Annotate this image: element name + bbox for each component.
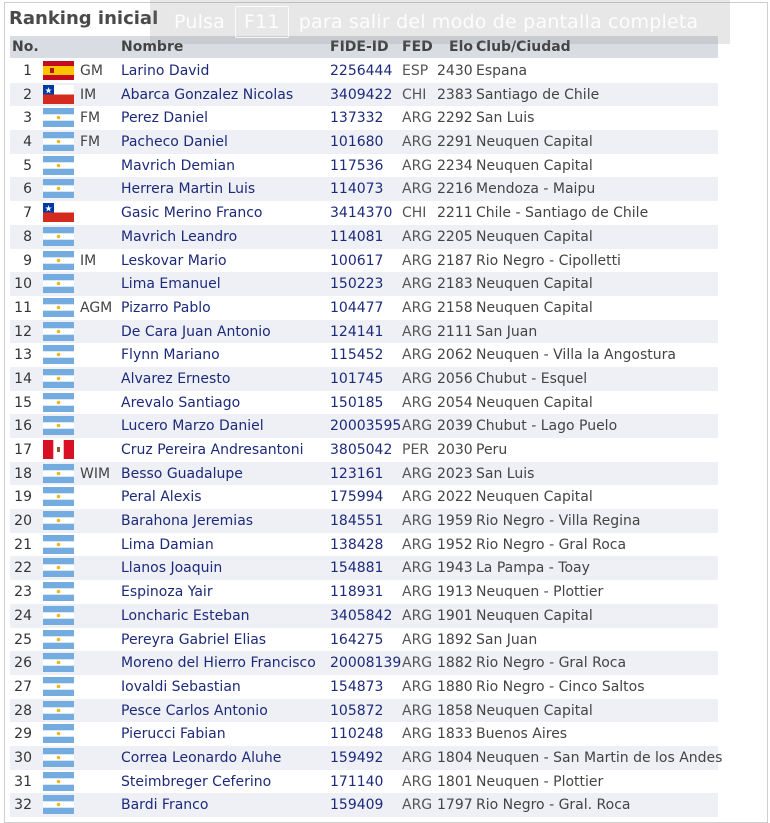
federation-code: CHI [402,205,427,222]
fide-id-link[interactable]: 20003595 [330,418,402,435]
club-city: Santiago de Chile [476,86,600,103]
federation-code: PER [402,442,430,458]
elo-rating: 2187 [437,252,473,269]
elo-rating: 1801 [437,773,473,790]
player-name-link[interactable]: Perez Daniel [121,110,209,127]
club-city: Neuquen Capital [476,276,593,293]
table-row[interactable] [10,556,718,580]
title-badge: GM [80,63,103,79]
elo-rating: 2158 [437,299,473,316]
player-name-link[interactable]: Loncharic Esteban [121,607,250,624]
federation-code: ARG [402,370,433,387]
argentina-flag-icon [43,464,74,483]
rank-number: 25 [14,631,32,648]
table-row[interactable] [10,770,718,794]
argentina-flag-icon [43,748,74,767]
argentina-flag-icon [43,724,74,743]
fide-id-link[interactable]: 114081 [330,228,384,245]
argentina-flag-icon [43,108,74,127]
federation-code: ARG [402,749,433,766]
federation-code: ARG [402,773,433,790]
federation-code: ARG [402,560,433,577]
elo-rating: 2216 [437,181,473,198]
table-row[interactable] [10,722,718,746]
club-city: Neuquen - Villa la Angostura [476,347,676,364]
spain-flag-icon [43,61,74,80]
federation-code: ARG [402,299,433,316]
club-city: Neuquen Capital [476,702,593,719]
player-name-link[interactable]: Pereyra Gabriel Elias [121,631,267,648]
rank-number: 30 [14,749,32,766]
table-row[interactable] [10,201,718,225]
club-city: Neuquen - Plottier [476,773,604,790]
club-city: Neuquen Capital [476,134,593,151]
rank-number: 11 [14,299,32,316]
elo-rating: 1913 [437,584,473,601]
elo-rating: 2183 [437,276,473,293]
rank-number: 32 [14,797,32,814]
fide-id-link[interactable]: 154873 [330,678,384,695]
rank-number: 6 [23,181,32,198]
fide-id-link[interactable]: 123161 [330,465,384,482]
argentina-flag-icon [43,274,74,293]
argentina-flag-icon [43,251,74,270]
fide-id-link[interactable]: 3414370 [330,205,393,222]
elo-rating: 1858 [437,702,473,719]
player-name-link[interactable]: Flynn Mariano [121,347,220,364]
header-elo[interactable]: Elo [449,39,473,55]
table-row[interactable] [10,651,718,675]
fide-id-link[interactable]: 114073 [330,181,384,198]
rank-number: 15 [14,394,32,411]
title-badge: IM [80,86,97,103]
elo-rating: 2030 [437,442,473,458]
club-city: Neuquen - Plottier [476,584,604,601]
argentina-flag-icon [43,701,74,720]
federation-code: ARG [402,394,433,411]
federation-code: ARG [402,536,433,553]
federation-code: ARG [402,323,433,340]
argentina-flag-icon [43,298,74,317]
fullscreen-banner [150,0,730,44]
federation-code: ARG [402,134,433,151]
elo-rating: 1880 [437,678,473,695]
table-row[interactable] [10,59,718,83]
title-badge: FM [80,110,101,127]
table-row[interactable] [10,343,718,367]
federation-code: ARG [402,465,433,482]
rank-number: 18 [14,465,32,482]
rank-number: 1 [23,63,32,79]
argentina-flag-icon [43,630,74,649]
player-name-link[interactable]: Gasic Merino Franco [121,205,263,222]
table-row[interactable] [10,367,718,391]
elo-rating: 1952 [437,536,473,553]
rank-number: 4 [23,134,32,151]
table-row[interactable] [10,462,718,486]
federation-code: ARG [402,655,433,672]
federation-code: ARG [402,631,433,648]
rank-number: 31 [14,773,32,790]
argentina-flag-icon [43,558,74,577]
title-badge: IM [80,252,97,269]
club-city: Chubut - Lago Puelo [476,418,618,435]
argentina-flag-icon [43,227,74,246]
club-city: Espana [476,63,528,79]
player-name-link[interactable]: Herrera Martin Luis [121,181,256,198]
rank-number: 26 [14,655,32,672]
header-no[interactable]: No. [12,39,39,55]
argentina-flag-icon [43,772,74,791]
player-name-link[interactable]: Steimbreger Ceferino [121,773,272,790]
club-city: Rio Negro - Cinco Saltos [476,678,645,695]
table-row[interactable] [10,225,718,249]
fide-id-link[interactable]: 3405842 [330,607,393,624]
rank-number: 13 [14,347,32,364]
table-row[interactable] [10,604,718,628]
rank-number: 8 [23,228,32,245]
federation-code: ARG [402,607,433,624]
elo-rating: 1892 [437,631,473,648]
club-city: San Juan [476,631,538,648]
header-nombre[interactable]: Nombre [121,39,184,55]
player-name-link[interactable]: Alvarez Ernesto [121,370,231,387]
argentina-flag-icon [43,322,74,341]
fide-id-link[interactable]: 100617 [330,252,384,269]
player-name-link[interactable]: Iovaldi Sebastian [121,678,241,695]
player-name-link[interactable]: Pesce Carlos Antonio [121,702,268,719]
fide-id-link[interactable]: 20008139 [330,655,402,672]
elo-rating: 2023 [437,465,473,482]
club-city: Neuquen Capital [476,299,593,316]
elo-rating: 1901 [437,607,473,624]
rank-number: 24 [14,607,32,624]
club-city: Chile - Santiago de Chile [476,205,649,222]
fide-id-link[interactable]: 150185 [330,394,384,411]
player-name-link[interactable]: Correa Leonardo Aluhe [121,749,282,766]
fide-id-link[interactable]: 159492 [330,749,384,766]
fide-id-link[interactable]: 115452 [330,347,384,364]
club-city: Neuquen Capital [476,607,593,624]
table-row[interactable] [10,249,718,273]
rank-number: 22 [14,560,32,577]
table-row[interactable] [10,746,723,770]
rank-number: 9 [23,252,32,269]
table-row[interactable] [10,320,718,344]
fide-id-link[interactable]: 110248 [330,726,384,743]
elo-rating: 2205 [437,228,473,245]
rank-number: 7 [23,205,32,222]
fide-id-link[interactable]: 3409422 [330,86,393,103]
rank-number: 5 [23,157,32,174]
table-row[interactable] [10,485,718,509]
elo-rating: 2062 [437,347,473,364]
table-row[interactable] [10,438,718,462]
club-city: Peru [476,442,508,458]
elo-rating: 2291 [437,134,473,151]
club-city: Rio Negro - Cipolletti [476,252,621,269]
club-city: Chubut - Esquel [476,370,588,387]
rank-number: 12 [14,323,32,340]
federation-code: ARG [402,702,433,719]
fide-id-link[interactable]: 171140 [330,773,384,790]
club-city: Rio Negro - Villa Regina [476,513,641,530]
fide-id-link[interactable]: 184551 [330,513,384,530]
argentina-flag-icon [43,416,74,435]
table-row[interactable] [10,130,718,154]
club-city: Neuquen Capital [476,489,593,506]
elo-rating: 2211 [437,205,473,222]
player-name-link[interactable]: Mavrich Demian [121,157,235,174]
table-row[interactable] [10,533,718,557]
title-badge: FM [80,134,101,151]
club-city: San Luis [476,465,535,482]
elo-rating: 1882 [437,655,473,672]
rank-number: 27 [14,678,32,695]
player-name-link[interactable]: De Cara Juan Antonio [121,323,271,340]
table-row[interactable] [10,793,718,817]
federation-code: ARG [402,513,433,530]
fide-id-link[interactable]: 175994 [330,489,384,506]
table-row[interactable] [10,580,718,604]
club-city: Rio Negro - Gral Roca [476,536,627,553]
argentina-flag-icon [43,156,74,175]
rank-number: 16 [14,418,32,435]
player-name-link[interactable]: Pacheco Daniel [121,134,228,151]
argentina-flag-icon [43,132,74,151]
player-name-link[interactable]: Lima Damian [121,536,214,553]
club-city: San Juan [476,323,538,340]
federation-code: ARG [402,157,433,174]
f11-key-badge: F11 [235,6,289,38]
fide-id-link[interactable]: 105872 [330,702,384,719]
page-title: Ranking inicial [9,8,159,29]
fide-id-link[interactable]: 117536 [330,157,384,174]
elo-rating: 1943 [437,560,473,577]
argentina-flag-icon [43,535,74,554]
player-name-link[interactable]: Llanos Joaquin [121,560,223,577]
argentina-flag-icon [43,677,74,696]
club-city: La Pampa - Toay [476,560,590,577]
elo-rating: 2383 [437,86,473,103]
rank-number: 28 [14,702,32,719]
argentina-flag-icon [43,511,74,530]
fide-id-link[interactable]: 150223 [330,276,384,293]
federation-code: ARG [402,678,433,695]
federation-code: ARG [402,584,433,601]
elo-rating: 2054 [437,394,473,411]
peru-flag-icon [43,440,74,459]
player-name-link[interactable]: Peral Alexis [121,489,202,506]
elo-rating: 2039 [437,418,473,435]
elo-rating: 2022 [437,489,473,506]
club-city: Rio Negro - Gral Roca [476,655,627,672]
player-name-link[interactable]: Larino David [121,63,210,79]
rank-number: 21 [14,536,32,553]
chile-flag-icon [43,85,74,104]
player-name-link[interactable]: Cruz Pereira Andresantoni [121,442,304,458]
federation-code: ESP [402,63,429,79]
elo-rating: 2234 [437,157,473,174]
fide-id-link[interactable]: 101680 [330,134,384,151]
player-name-link[interactable]: Moreno del Hierro Francisco [121,655,316,672]
club-city: Neuquen Capital [476,157,593,174]
rank-number: 20 [14,513,32,530]
banner-suffix: para salir del modo de pantalla completa [298,11,699,33]
player-name-link[interactable]: Lucero Marzo Daniel [121,418,264,435]
rank-number: 14 [14,370,32,387]
fide-id-link[interactable]: 118931 [330,584,384,601]
club-city: Buenos Aires [476,726,568,743]
rank-number: 2 [23,86,32,103]
player-name-link[interactable]: Pizarro Pablo [121,299,211,316]
fide-id-link[interactable]: 138428 [330,536,384,553]
banner-prefix: Pulsa [174,11,225,33]
table-row[interactable] [10,177,718,201]
argentina-flag-icon [43,653,74,672]
club-city: Rio Negro - Gral. Roca [476,797,631,814]
club-city: San Luis [476,110,535,127]
argentina-flag-icon [43,487,74,506]
club-city: Neuquen Capital [476,394,593,411]
elo-rating: 1833 [437,726,473,743]
table-row[interactable] [10,699,718,723]
elo-rating: 2056 [437,370,473,387]
federation-code: ARG [402,347,433,364]
table-row[interactable] [10,106,718,130]
federation-code: ARG [402,276,433,293]
argentina-flag-icon [43,345,74,364]
chile-flag-icon [43,203,74,222]
table-row[interactable] [10,628,718,652]
header-club[interactable]: Club/Ciudad [476,39,571,55]
fide-id-link[interactable]: 137332 [330,110,384,127]
federation-code: ARG [402,418,433,435]
table-row[interactable] [10,675,718,699]
player-name-link[interactable]: Leskovar Mario [121,252,227,269]
player-name-link[interactable]: Barahona Jeremias [121,513,254,530]
title-badge: AGM [80,299,113,316]
table-row[interactable] [10,154,718,178]
title-badge: WIM [80,465,111,482]
table-row[interactable] [10,509,718,533]
rank-number: 10 [14,276,32,293]
header-fide-id[interactable]: FIDE-ID [330,39,389,55]
elo-rating: 1804 [437,749,473,766]
table-row[interactable] [10,414,718,438]
federation-code: ARG [402,489,433,506]
elo-rating: 1959 [437,513,473,530]
fide-id-link[interactable]: 159409 [330,797,384,814]
elo-rating: 2111 [437,323,473,340]
player-name-link[interactable]: Pierucci Fabian [121,726,226,743]
rank-number: 17 [14,442,32,458]
fide-id-link[interactable]: 164275 [330,631,384,648]
club-city: Neuquen Capital [476,228,593,245]
federation-code: ARG [402,726,433,743]
player-name-link[interactable]: Bardi Franco [121,797,209,814]
player-name-link[interactable]: Mavrich Leandro [121,228,238,245]
rank-number: 3 [23,110,32,127]
federation-code: ARG [402,181,433,198]
federation-code: ARG [402,110,433,127]
fide-id-link[interactable]: 101745 [330,370,384,387]
argentina-flag-icon [43,179,74,198]
elo-rating: 1797 [437,797,473,814]
player-name-link[interactable]: Lima Emanuel [121,276,221,293]
ranking-table-body [10,59,723,817]
fide-id-link[interactable]: 124141 [330,323,384,340]
rank-number: 19 [14,489,32,506]
federation-code: ARG [402,228,433,245]
federation-code: ARG [402,252,433,269]
table-row[interactable] [10,391,718,415]
elo-rating: 2292 [437,110,473,127]
club-city: Neuquen - San Martin de los Andes [476,749,723,766]
fide-id-link[interactable]: 3805042 [330,442,393,458]
table-row[interactable] [10,272,718,296]
club-city: Mendoza - Maipu [476,181,596,198]
header-fed[interactable]: FED [402,39,433,55]
argentina-flag-icon [43,393,74,412]
rank-number: 29 [14,726,32,743]
table-row[interactable] [10,296,718,320]
player-name-link[interactable]: Arevalo Santiago [121,394,241,411]
federation-code: CHI [402,86,427,103]
federation-code: ARG [402,797,433,814]
argentina-flag-icon [43,582,74,601]
argentina-flag-icon [43,606,74,625]
elo-rating: 2430 [437,63,473,79]
fide-id-link[interactable]: 104477 [330,299,384,316]
fide-id-link[interactable]: 154881 [330,560,384,577]
argentina-flag-icon [43,795,74,814]
table-row[interactable] [10,83,718,107]
player-name-link[interactable]: Besso Guadalupe [121,465,243,482]
rank-number: 23 [14,584,32,601]
player-name-link[interactable]: Espinoza Yair [121,584,213,601]
argentina-flag-icon [43,369,74,388]
fide-id-link[interactable]: 2256444 [330,63,393,79]
player-name-link[interactable]: Abarca Gonzalez Nicolas [121,86,294,103]
